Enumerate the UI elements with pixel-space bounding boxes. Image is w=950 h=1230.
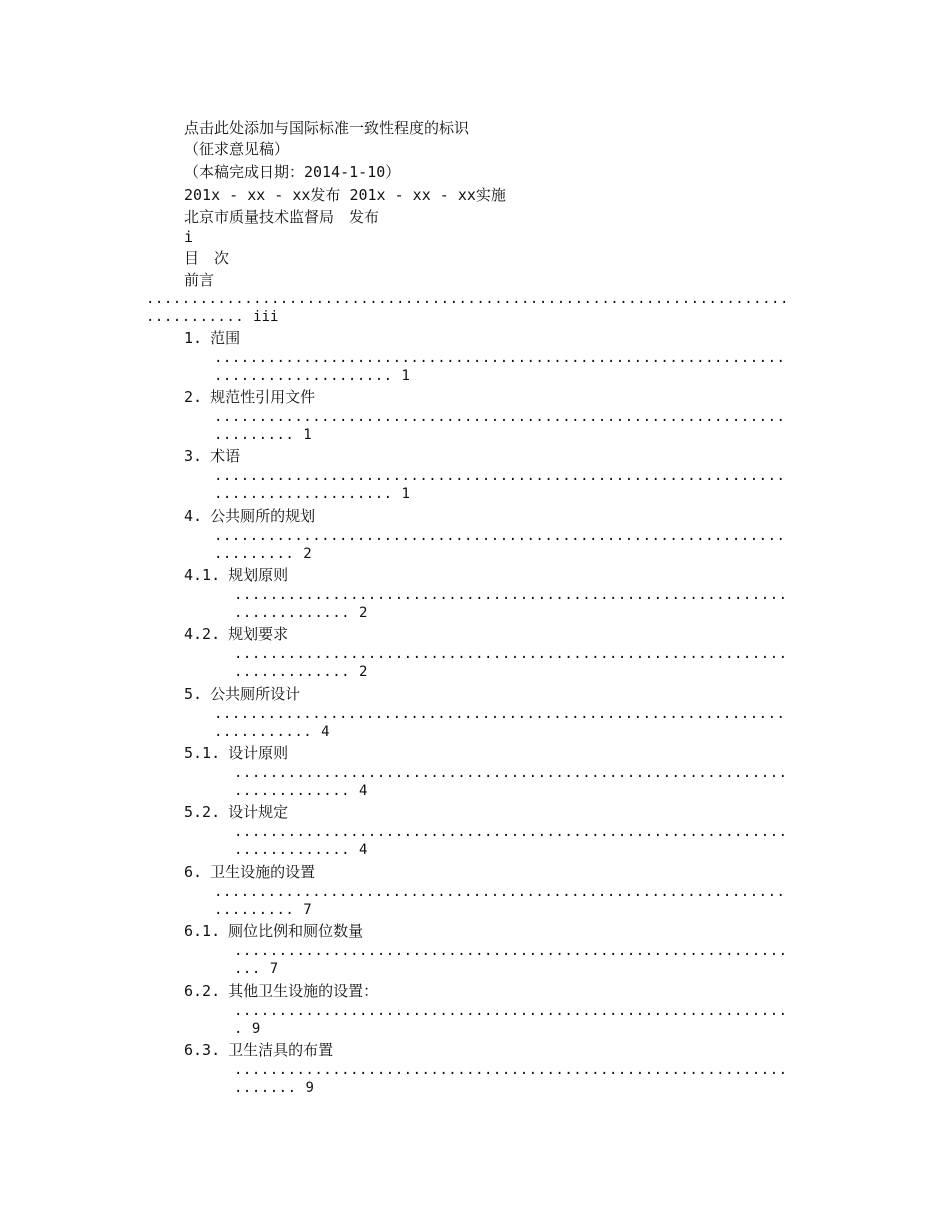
toc-leader-dots: ................................................................ [214,409,786,425]
toc-entry [184,743,288,763]
toc-entry-title: 厕位比例和厕位数量 [228,922,364,940]
toc-entry-number: 3. [184,447,203,465]
roman-page-number: i [184,228,194,246]
toc-page-number: 4 [359,783,368,799]
toc-page-number: 9 [305,1080,314,1096]
toc-entry-title: 规划要求 [228,625,289,643]
toc-entry-number: 5.1. [184,744,221,762]
toc-leader-dots: .............................................................. [234,646,788,662]
toc-entry-number: 5. [184,685,203,703]
toc-entry-number: 2. [184,388,203,406]
toc-entry-number: 6.3. [184,1041,221,1059]
toc-entry-title: 前言 [184,271,215,289]
toc-entry-number: 6.2. [184,982,221,1000]
toc-page-number: iii [253,309,279,325]
toc-leader-dots: ........... 4 [214,724,330,740]
toc-entry-title: 范围 [210,329,241,347]
toc-leader-dots: ......... 2 [214,546,312,562]
toc-leader-dots: .............................................................. [234,765,788,781]
toc-entry [184,684,300,704]
toc-entry [184,387,315,407]
toc-entry [184,1040,333,1060]
toc-entry-number: 6. [184,863,203,881]
toc-leader-dots: ............. 2 [234,605,368,621]
toc-leader-dots: ....... 9 [234,1080,314,1096]
toc-entry [184,506,315,526]
toc-entry-title: 设计规定 [228,803,289,821]
toc-leader-dots: ........... iii [146,309,279,325]
toc-leader-dots: .................... 1 [214,368,410,384]
toc-entry-title: 卫生洁具的布置 [228,1041,334,1059]
toc-page-number: 7 [303,902,312,918]
toc-entry-number: 6.1. [184,922,221,940]
toc-leader-dots: .............................................................. [234,1003,788,1019]
toc-entry-title: 设计原则 [228,744,289,762]
toc-entry-title: 公共厕所设计 [210,685,301,703]
toc-leader-dots: . 9 [234,1021,261,1037]
toc-leader-dots: ................................................................ [214,528,786,544]
toc-entry-title: 其他卫生设施的设置： [228,982,379,1000]
toc-page-number: 9 [251,1021,261,1037]
toc-entry [184,802,288,822]
toc-heading: 目 次 [184,249,230,267]
toc-page-number: 1 [303,427,312,443]
toc-page-number: 1 [401,368,410,384]
toc-leader-dots: ... 7 [234,961,279,977]
toc-entry-title: 公共厕所的规划 [210,507,316,525]
toc-leader-dots: ............. 4 [234,783,368,799]
toc-entry [184,565,288,585]
toc-page-number: 2 [359,664,368,680]
toc-entry [184,446,240,466]
toc-leader-dots: ......... 7 [214,902,312,918]
toc-leader-dots: .............................................................. [234,587,788,603]
toc-entry-title: 规范性引用文件 [210,388,316,406]
draft-status: （征求意见稿） [184,140,290,158]
toc-page-number: 2 [303,546,312,562]
toc-entry [184,862,315,882]
toc-leader-dots: .............................................................. [234,1062,788,1078]
toc-leader-dots: ................................................................ [214,706,786,722]
toc-leader-dots: ........................................................................ [146,291,789,307]
toc-leader-dots: ................................................................ [214,468,786,484]
toc-entry [184,981,378,1001]
toc-leader-dots: ................................................................ [214,350,786,366]
toc-leader-dots: .................... 1 [214,486,410,502]
toc-entry-number: 4.2. [184,625,221,643]
toc-page-number: 4 [321,724,330,740]
toc-entry-number: 5.2. [184,803,221,821]
toc-entry-number: 1. [184,329,203,347]
toc-page-number: 1 [401,486,410,502]
toc-entry-title: 术语 [210,447,241,465]
toc-leader-dots: .............................................................. [234,943,788,959]
toc-page-number: 4 [359,842,368,858]
toc-entry-title: 规划原则 [228,566,289,584]
toc-leader-dots: .............................................................. [234,824,788,840]
completion-date: （本稿完成日期：2014-1-10） [184,163,401,181]
toc-page-number: 2 [359,605,368,621]
toc-entry-number: 4.1. [184,566,221,584]
toc-leader-dots: ............. 2 [234,664,368,680]
toc-entry [184,921,363,941]
publisher: 北京市质量技术监督局 发布 [184,208,380,226]
toc-leader-dots: ................................................................ [214,884,786,900]
dates-line: 201x - xx - xx发布 201x - xx - xx实施 [184,186,506,204]
toc-leader-dots: ......... 1 [214,427,312,443]
toc-leader-dots: ............. 4 [234,842,368,858]
toc-entry-number: 4. [184,507,203,525]
conformity-note: 点击此处添加与国际标准一致性程度的标识 [184,119,470,137]
toc-entry-title: 卫生设施的设置 [210,863,316,881]
toc-entry [184,328,240,348]
toc-entry [184,624,288,644]
toc-page-number: 7 [269,961,279,977]
